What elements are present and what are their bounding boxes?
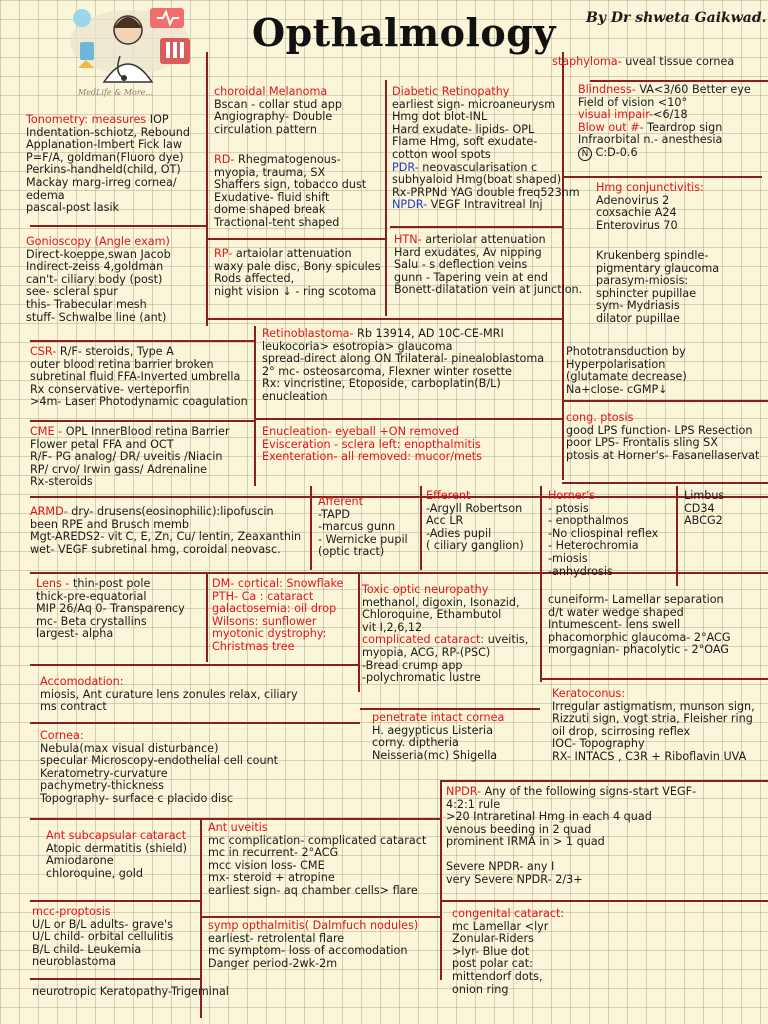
text-line: arteriolar attenuation bbox=[421, 233, 546, 246]
section-limbus bbox=[684, 490, 724, 528]
text-line: see- scleral spur bbox=[26, 285, 118, 299]
text-line: sphincter pupillae bbox=[596, 286, 697, 300]
section-diabetic-retinopathy bbox=[392, 86, 580, 212]
text-line: venous beeding in 2 quad bbox=[446, 822, 592, 836]
text-line: Christmas tree bbox=[212, 639, 295, 653]
section-title: Toxic optic neuropathy bbox=[362, 583, 489, 596]
section-krukenberg bbox=[596, 250, 719, 326]
divider bbox=[206, 238, 386, 240]
text-line: d/t water wedge shaped bbox=[548, 605, 684, 619]
divider bbox=[200, 916, 440, 918]
text-line: -polychromatic lustre bbox=[362, 671, 481, 685]
text-line: ( ciliary ganglion) bbox=[426, 539, 524, 553]
text-line: PTH- Ca : cataract bbox=[212, 589, 314, 603]
divider bbox=[30, 900, 200, 902]
doctor-logo-icon bbox=[60, 2, 200, 102]
section-symp-ophthalmitis bbox=[208, 920, 418, 970]
section-title: CME - bbox=[30, 425, 63, 438]
text-line: Adenovirus 2 bbox=[596, 193, 670, 207]
section-title: Gonioscopy (Angle exam) bbox=[26, 235, 170, 248]
section-title: mcc-proptosis bbox=[32, 905, 111, 918]
section-blindness bbox=[578, 84, 751, 161]
section-title: penetrate intact cornea bbox=[372, 711, 505, 724]
text-line: Infraorbital n.- anesthesia bbox=[578, 133, 723, 147]
section-ant-uveitis bbox=[208, 822, 426, 898]
divider bbox=[206, 52, 208, 326]
text-line: Bonett-dilatation vein at junction. bbox=[394, 283, 583, 297]
text-line: U/L or B/L adults- grave's bbox=[32, 917, 173, 931]
text-line: Hard exudate- lipids- OPL bbox=[392, 122, 535, 136]
text-line: Hmg dot blot-INL bbox=[392, 110, 488, 124]
divider bbox=[30, 340, 256, 342]
text-line: mc symptom- loss of accomodation bbox=[208, 944, 408, 958]
text-line: poor LPS- Frontalis sling SX bbox=[566, 436, 718, 450]
text-line: -TAPD bbox=[318, 507, 350, 521]
text-line: mc complication- complicated cataract bbox=[208, 833, 427, 847]
circled-letter: N bbox=[578, 147, 592, 161]
section-penetrate-cornea bbox=[372, 712, 504, 762]
section-title: complicated cataract: bbox=[362, 633, 485, 647]
text-line: neuroblastoma bbox=[32, 955, 117, 969]
text-line: Evisceration - sclera left: enopthalmitis bbox=[262, 437, 481, 451]
text-line: onion ring bbox=[452, 982, 509, 996]
text-line: Applanation-Imbert Fick law bbox=[26, 138, 182, 152]
text-line: R/F- steroids, Type A bbox=[56, 345, 174, 358]
text-line: U/L child- orbital cellulitis bbox=[32, 930, 174, 944]
text-line: cuneiform- Lamellar separation bbox=[548, 593, 724, 606]
text-line: 2° mc- osteosarcoma, Flexner winter rosette bbox=[262, 364, 512, 378]
text-line: <6/18 bbox=[653, 108, 688, 122]
text-line: Tractional-tent shaped bbox=[214, 215, 340, 229]
text-line: B/L child- Leukemia bbox=[32, 942, 142, 956]
divider bbox=[440, 780, 768, 782]
text-line: Hyperpolarisation bbox=[566, 357, 666, 371]
divider bbox=[30, 225, 206, 227]
text-line: -miosis bbox=[548, 551, 588, 565]
section-title: Ant uveitis bbox=[208, 821, 268, 834]
divider bbox=[206, 572, 208, 662]
divider bbox=[30, 722, 360, 724]
text-line: RP/ crvo/ Irwin gass/ Adrenaline bbox=[30, 462, 208, 476]
section-efferent bbox=[426, 490, 524, 553]
text-line: Irregular astigmatism, munson sign, bbox=[552, 699, 755, 713]
text-line: Limbus bbox=[684, 489, 725, 502]
text-line: Rods affected, bbox=[214, 272, 295, 286]
section-toxic-optic-neuropathy bbox=[362, 584, 528, 685]
text-line: myotonic dystrophy: bbox=[212, 627, 327, 641]
text-line: Rx: vincristine, Etoposide, carboplatin(B/L) bbox=[262, 377, 501, 391]
text-line: Atopic dermatitis (shield) bbox=[46, 841, 187, 855]
text-line: -Adies pupil bbox=[426, 526, 492, 540]
divider bbox=[540, 678, 768, 680]
text-line: Salu - s deflection veins bbox=[394, 258, 528, 272]
divider bbox=[562, 176, 762, 178]
text-line: artaiolar attenuation bbox=[232, 247, 352, 260]
text-line: Enucleation- eyeball +ON removed bbox=[262, 425, 460, 438]
section-accommodation bbox=[40, 676, 298, 714]
text-line: oil drop, scirrosing reflex bbox=[552, 724, 691, 738]
section-ant-subcapsular-cataract bbox=[46, 830, 187, 880]
section-csr bbox=[30, 346, 248, 409]
text-line: -Bread crump app bbox=[362, 658, 463, 672]
text-line: waxy pale disc, Bony spicules bbox=[214, 259, 381, 273]
text-line: Indirect-zeiss 4,goldman bbox=[26, 260, 164, 274]
text-line: thin-post pole bbox=[69, 577, 151, 590]
text-line: mc in recurrent- 2°ACG bbox=[208, 846, 339, 860]
text-line: Any of the following signs-start VEGF- bbox=[481, 785, 697, 798]
section-horners bbox=[548, 490, 658, 578]
text-line: ms contract bbox=[40, 700, 107, 714]
text-line: Bscan - collar stud app bbox=[214, 97, 342, 111]
text-line: uveitis, bbox=[484, 633, 529, 647]
text-line: outer blood retina barrier broken bbox=[30, 357, 214, 371]
text-line: Direct-koeppe,swan Jacob bbox=[26, 247, 171, 261]
text-line: can't- ciliary body (post) bbox=[26, 272, 163, 286]
text-line: -anhydrosis bbox=[548, 564, 613, 578]
section-title: staphyloma- bbox=[552, 55, 622, 68]
text-line: stuff- Schwalbe line (ant) bbox=[26, 310, 167, 324]
text-line: Rx conservative- verteporfin bbox=[30, 382, 190, 396]
section-title: PDR- bbox=[392, 160, 419, 174]
text-line: prominent IRMA in > 1 quad bbox=[446, 835, 605, 849]
logo bbox=[60, 2, 200, 102]
section-title: congenital cataract: bbox=[452, 907, 565, 920]
text-line: Amiodarone bbox=[46, 854, 114, 868]
divider bbox=[385, 80, 387, 316]
divider bbox=[310, 486, 312, 570]
text-line: Severe NPDR- any I bbox=[446, 859, 555, 873]
divider bbox=[30, 420, 256, 422]
divider bbox=[30, 664, 360, 666]
text-line: Intumescent- lens swell bbox=[548, 618, 681, 632]
text-line: Rx-steroids bbox=[30, 475, 93, 489]
section-cme bbox=[30, 426, 230, 489]
text-line: Danger period-2wk-2m bbox=[208, 956, 338, 970]
section-title: Hmg conjunctivitis: bbox=[596, 181, 704, 194]
divider bbox=[440, 900, 768, 902]
text-line: Zonular-Riders bbox=[452, 932, 534, 946]
text-line: >lyr- Blue dot bbox=[452, 944, 530, 958]
text-line: Rhegmatogenous- bbox=[234, 153, 341, 166]
section-hmg-conjunctivitis bbox=[596, 182, 704, 232]
text-line: (glutamate decrease) bbox=[566, 370, 687, 384]
divider bbox=[358, 572, 360, 692]
text-line: Chloroquine, Ethambutol bbox=[362, 608, 502, 622]
text-line: earliest- retrolental flare bbox=[208, 931, 345, 945]
text-line: dilator pupillae bbox=[596, 311, 680, 325]
text-line: Flower petal FFA and OCT bbox=[30, 437, 174, 451]
text-line: Rb 13914, AD 10C-CE-MRI bbox=[353, 327, 504, 340]
text-line: earliest sign- microaneurysm bbox=[392, 97, 556, 111]
section-title: Tonometry: measures bbox=[26, 113, 147, 126]
text-line: leukocoria> esotropia> glaucoma bbox=[262, 339, 453, 353]
section-title: RP- bbox=[214, 247, 233, 260]
section-rd bbox=[214, 154, 366, 230]
section-staphyloma bbox=[552, 56, 734, 69]
text-line: ABCG2 bbox=[684, 514, 723, 528]
text-line: Mackay marg-irreg cornea/ bbox=[26, 175, 177, 189]
section-title: Ant subcapsular cataract bbox=[46, 829, 187, 842]
divider bbox=[590, 80, 768, 82]
divider bbox=[540, 572, 542, 682]
section-title: Retinoblastoma- bbox=[262, 327, 354, 340]
text-line: 4:2:1 rule bbox=[446, 797, 501, 811]
text-line: Exudative- fluid shift bbox=[214, 190, 330, 204]
text-line: Rizzuti sign, vogt stria, Fleisher ring bbox=[552, 712, 753, 726]
text-line: mittendorf dots, bbox=[452, 969, 543, 983]
text-line: phacomorphic glaucoma- 2°ACG bbox=[548, 630, 731, 644]
text-line: largest- alpha bbox=[36, 627, 114, 641]
text-line: C:D-0.6 bbox=[592, 145, 638, 159]
text-line: Nebula(max visual disturbance) bbox=[40, 741, 219, 755]
divider bbox=[254, 418, 562, 420]
text-line: edema bbox=[26, 188, 65, 202]
section-title: Horner's bbox=[548, 489, 596, 502]
text-line: wet- VEGF subretinal hmg, coroidal neovasc. bbox=[30, 542, 281, 556]
section-tonometry bbox=[26, 114, 190, 215]
section-title: Keratoconus: bbox=[552, 687, 626, 700]
divider bbox=[390, 226, 562, 228]
text-line: OPL InnerBlood retina Barrier bbox=[62, 425, 230, 438]
section-afferent bbox=[318, 496, 408, 559]
text-line: VA<3/60 Better eye bbox=[635, 83, 751, 96]
divider bbox=[420, 486, 422, 570]
text-line: DM- cortical: Snowflake bbox=[212, 577, 344, 590]
divider bbox=[676, 486, 678, 586]
text-line: specular Microscopy-endothelial cell count bbox=[40, 754, 279, 768]
text-line: coxsachie A24 bbox=[596, 206, 677, 220]
section-title: choroidal Melanoma bbox=[214, 85, 328, 98]
logo-caption: MedLife & More... bbox=[78, 88, 154, 97]
text-line: been RPE and Brusch memb bbox=[30, 517, 190, 531]
text-line: pachymetry-thickness bbox=[40, 779, 164, 793]
section-title: Afferent bbox=[318, 495, 363, 508]
text-line: >4m- Laser Photodynamic coagulation bbox=[30, 395, 248, 409]
section-enucleation bbox=[262, 426, 482, 464]
text-line: - Wernicke pupil bbox=[318, 532, 408, 546]
text-line: - ptosis bbox=[548, 501, 589, 515]
text-line: post polar cat: bbox=[452, 957, 533, 971]
text-line: Exenteration- all removed: mucor/mets bbox=[262, 450, 482, 464]
divider bbox=[562, 482, 768, 484]
text-line: Flame Hmg, soft exudate- bbox=[392, 135, 538, 149]
section-title: Diabetic Retinopathy bbox=[392, 85, 510, 98]
section-title: Cornea: bbox=[40, 729, 84, 742]
text-line: subhyaloid Hmg(boat shaped) bbox=[392, 173, 562, 187]
text-line: (optic tract) bbox=[318, 545, 385, 559]
text-line: good LPS function- LPS Resection bbox=[566, 423, 753, 437]
text-line: VEGF Intravitreal Inj bbox=[427, 198, 543, 212]
section-htn bbox=[394, 234, 582, 297]
text-line: ptosis at Horner's- Fasanellaservat bbox=[566, 448, 760, 462]
text-line: Keratometry-curvature bbox=[40, 766, 168, 780]
section-gonioscopy bbox=[26, 236, 171, 324]
text-line: -marcus gunn bbox=[318, 520, 396, 534]
section-cataract-types bbox=[212, 578, 343, 654]
text-line: MIP 26/Aq 0- Transparency bbox=[36, 602, 185, 616]
section-rp bbox=[214, 248, 381, 298]
section-title: Lens - bbox=[36, 577, 70, 590]
text-line: -Argyll Robertson bbox=[426, 501, 523, 515]
text-line: myopia, ACG, RP-(PSC) bbox=[362, 645, 491, 659]
section-title: ARMD- bbox=[30, 505, 68, 518]
section-cornea bbox=[40, 730, 278, 806]
text-line: RX- INTACS , C3R + Riboflavin UVA bbox=[552, 749, 747, 763]
section-cuneiform bbox=[548, 594, 731, 657]
text-line: enucleation bbox=[262, 389, 328, 403]
text-line: methanol, digoxin, Isonazid, bbox=[362, 595, 520, 609]
text-line: Acc LR bbox=[426, 514, 464, 528]
text-line: Na+close- cGMP↓ bbox=[566, 382, 668, 396]
text-line: Neisseria(mc) Shigella bbox=[372, 748, 498, 762]
text-line: dome shaped break bbox=[214, 203, 326, 217]
text-line: CD34 bbox=[684, 501, 715, 515]
divider bbox=[30, 818, 440, 820]
text-line: galactosemia: oil drop bbox=[212, 602, 337, 616]
text-line: chloroquine, gold bbox=[46, 866, 143, 880]
section-title: NPDR- bbox=[392, 198, 428, 212]
text-line: Phototransduction by bbox=[566, 345, 686, 358]
text-line: subretinal fluid FFA-Inverted umbrella bbox=[30, 370, 241, 384]
text-line: - Heterochromia bbox=[548, 539, 639, 553]
text-line: neovascularisation c bbox=[418, 160, 538, 174]
text-line: corny. diptheria bbox=[372, 736, 459, 750]
text-line: earliest sign- aq chamber cells> flare bbox=[208, 883, 418, 897]
text-line: IOP bbox=[146, 113, 169, 126]
text-line: >20 Intraretinal Hmg in each 4 quad bbox=[446, 810, 652, 824]
section-title: RD- bbox=[214, 153, 235, 166]
text-line: - enopthalmos bbox=[548, 514, 629, 528]
text-line: very Severe NPDR- 2/3+ bbox=[446, 872, 583, 886]
text-line: morgagnian- phacolytic - 2°OAG bbox=[548, 643, 729, 657]
divider bbox=[562, 400, 768, 402]
divider bbox=[440, 780, 442, 980]
text-line: Mgt-AREDS2- vit C, E, Zn, Cu/ lentin, Zeaxanthin bbox=[30, 530, 302, 544]
text-line: -No cliospinal reflex bbox=[548, 526, 659, 540]
section-cong-ptosis bbox=[566, 412, 759, 462]
text-line: circulation pattern bbox=[214, 122, 317, 136]
divider bbox=[254, 326, 256, 486]
text-line: pigmentary glaucoma bbox=[596, 261, 720, 275]
text-line: H. aegypticus Listeria bbox=[372, 723, 494, 737]
text-line: Enterovirus 70 bbox=[596, 218, 678, 232]
text-line: Angiography- Double bbox=[214, 110, 333, 124]
text-line: Perkins-handheld(child, OT) bbox=[26, 163, 181, 177]
divider bbox=[30, 978, 200, 980]
text-line: Teardrop sign bbox=[643, 120, 723, 134]
text-line: neurotropic Keratopathy-Trigeminal bbox=[32, 985, 229, 998]
section-title: Efferent bbox=[426, 489, 471, 502]
author-credit: By Dr shweta Gaikwad. bbox=[586, 10, 767, 26]
section-title: CSR- bbox=[30, 345, 57, 358]
text-line: this- Trabecular mesh bbox=[26, 297, 147, 311]
text-line: gunn - Tapering vein at end bbox=[394, 270, 548, 284]
section-congenital-cataract bbox=[452, 908, 564, 996]
text-line: P=F/A, goldman(Fluoro dye) bbox=[26, 150, 184, 164]
text-line: Topography- surface c placido disc bbox=[40, 791, 234, 805]
text-line: Krukenberg spindle- bbox=[596, 249, 709, 262]
text-line: mc- Beta crystallins bbox=[36, 614, 147, 628]
text-line: sym- Mydriasis bbox=[596, 299, 680, 313]
text-line: mx- steroid + atropine bbox=[208, 871, 335, 885]
text-line: R/F- PG analog/ DR/ uveitis /Niacin bbox=[30, 450, 223, 464]
section-armd bbox=[30, 506, 301, 556]
section-title: NPDR- bbox=[446, 785, 482, 798]
divider bbox=[540, 486, 542, 586]
text-line: Hard exudates, Av nipping bbox=[394, 245, 542, 259]
text-line: pascal-post lasik bbox=[26, 201, 120, 215]
section-lens bbox=[36, 578, 185, 641]
section-title: cong. ptosis bbox=[566, 411, 634, 424]
text-line: spread-direct along ON Trilateral- pinealoblastoma bbox=[262, 352, 545, 366]
section-title: Blow out #- bbox=[578, 120, 644, 134]
text-line: Shaffers sign, tobacco dust bbox=[214, 178, 367, 192]
section-title: symp opthalmitis( Dalmfuch nodules) bbox=[208, 919, 419, 932]
section-choroidal-melanoma bbox=[214, 86, 342, 136]
text-line: cotton wool spots bbox=[392, 147, 491, 161]
divider bbox=[360, 708, 540, 710]
text-line: dry- drusens(eosinophilic):lipofuscin bbox=[67, 505, 274, 518]
section-title: Accomodation: bbox=[40, 675, 124, 688]
section-keratoconus bbox=[552, 688, 755, 764]
section-title: HTN- bbox=[394, 233, 422, 246]
section-npdr-rule bbox=[446, 786, 696, 886]
text-line: IOC- Topography bbox=[552, 737, 645, 751]
divider bbox=[206, 318, 564, 320]
section-title: Blindness- bbox=[578, 83, 636, 96]
text-line: miosis, Ant curature lens zonules relax, ciliary bbox=[40, 687, 298, 701]
section-phototransduction bbox=[566, 346, 687, 396]
page-title: Opthalmology bbox=[252, 10, 556, 55]
text-line: mcc vision loss- CME bbox=[208, 858, 325, 872]
section-mcc-proptosis bbox=[32, 906, 173, 969]
section-title: visual impair- bbox=[578, 108, 654, 122]
text-line: parasym-miosis: bbox=[596, 274, 689, 288]
section-retinoblastoma bbox=[262, 328, 544, 404]
text-line: myopia, trauma, SX bbox=[214, 165, 326, 179]
section-neurotropic bbox=[32, 986, 229, 999]
text-line: night vision ↓ - ring scotoma bbox=[214, 284, 377, 298]
text-line: Field of vision <10° bbox=[578, 95, 688, 109]
text-line: mc Lamellar <lyr bbox=[452, 919, 549, 933]
text-line: vit I,2,6,12 bbox=[362, 620, 423, 634]
text-line: Indentation-schiotz, Rebound bbox=[26, 125, 190, 139]
text-line: uveal tissue cornea bbox=[621, 55, 735, 68]
text-line: Rx-PRPNd YAG double freq523nm bbox=[392, 185, 580, 199]
text-line: Wilsons: sunflower bbox=[212, 614, 317, 628]
text-line: thick-pre-equatorial bbox=[36, 589, 147, 603]
